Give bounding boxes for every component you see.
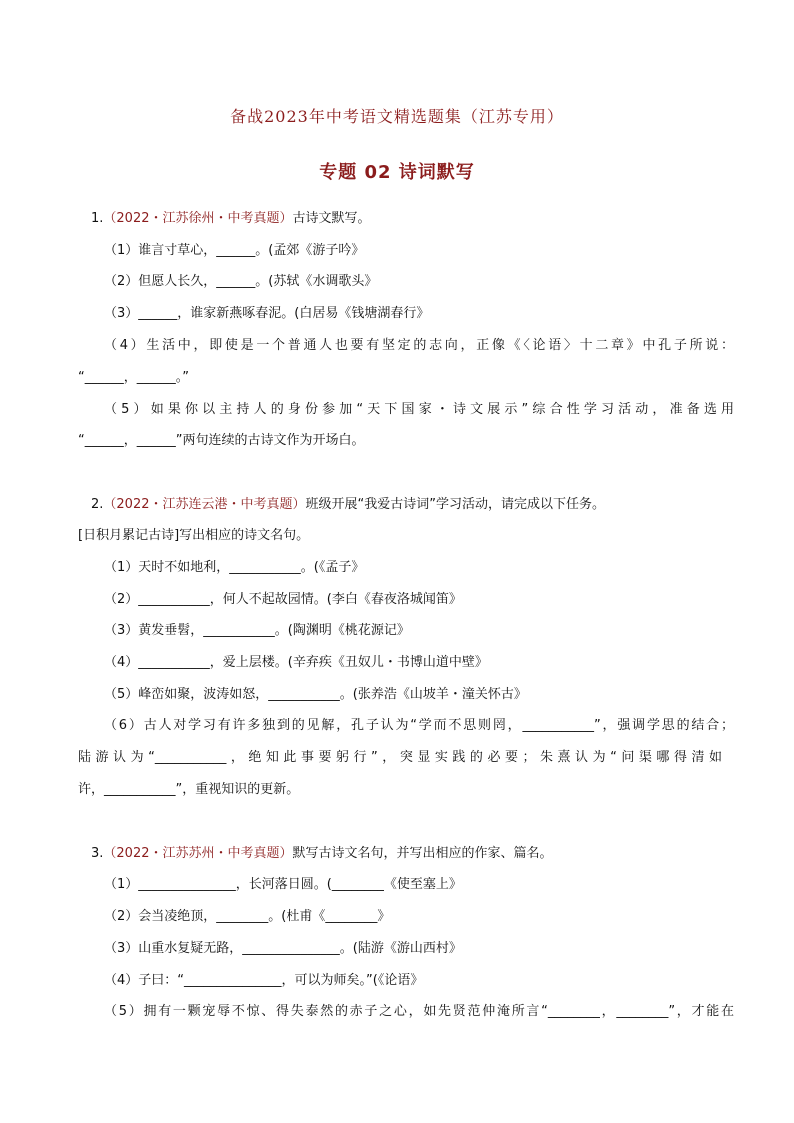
question-number: 1. xyxy=(91,211,104,226)
question-number: 2. xyxy=(91,497,104,512)
topic-title: 专题 02 诗词默写 xyxy=(319,162,475,183)
header-title: 备战2023年中考语文精选题集（江苏专用） xyxy=(230,107,564,126)
question-source: （2022・江苏连云港・中考真题） xyxy=(103,497,306,512)
question-number: 3. xyxy=(91,846,104,861)
question-source: （2022・江苏苏州・中考真题） xyxy=(103,846,293,861)
question-text: 默写古诗文名句，并写出相应的作家、篇名。 xyxy=(292,846,553,861)
question-source: （2022・江苏徐州・中考真题） xyxy=(103,211,293,226)
question-text: 古诗文默写。 xyxy=(292,211,371,226)
question-text: 班级开展“我爱古诗词”学习活动，请完成以下任务。 xyxy=(305,497,605,512)
